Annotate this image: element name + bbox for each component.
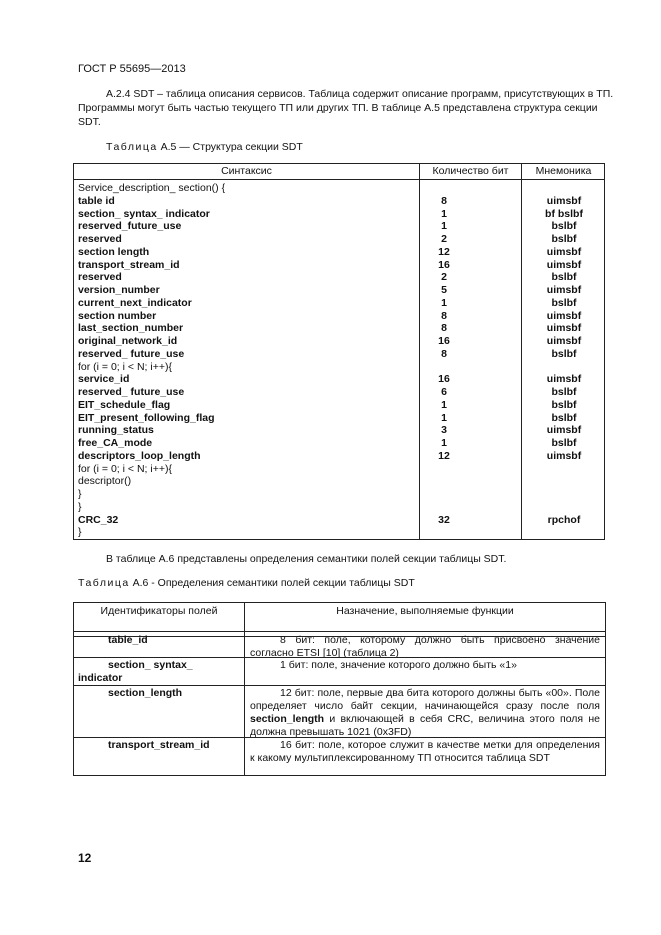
table-a5-header-bits: Количество бит xyxy=(432,165,509,177)
syntax-cell: version_number xyxy=(78,284,160,296)
table-a6-caption-text: А.6 - Определения семантики полей секции таблицы SDT xyxy=(129,577,415,589)
syntax-cell: reserved_ future_use xyxy=(78,386,185,398)
table-a5-caption-prefix: Таблица xyxy=(106,141,158,153)
bits-cell: 16 xyxy=(438,335,450,347)
syntax-cell: descriptor() xyxy=(78,475,132,488)
table-a5 xyxy=(73,163,605,540)
table-row xyxy=(78,501,602,514)
mnemonic-cell: uimsbf xyxy=(546,284,582,296)
bits-cell: 1 xyxy=(441,220,447,233)
table-row xyxy=(78,475,602,488)
syntax-cell: descriptors_loop_length xyxy=(78,449,201,462)
bits-cell: 5 xyxy=(441,284,447,296)
syntax-cell: for (i = 0; i < N; i++){ xyxy=(78,462,172,475)
table-row xyxy=(78,284,602,297)
mnemonic-cell: bslbf xyxy=(551,398,577,411)
bits-cell: 8 xyxy=(441,309,447,322)
mnemonic-cell: uimsbf xyxy=(546,373,582,386)
syntax-cell: free_CA_mode xyxy=(78,437,153,449)
table-row xyxy=(78,208,602,221)
table-a6 xyxy=(73,602,606,776)
syntax-cell: transport_stream_id xyxy=(78,258,180,271)
mnemonic-cell: uimsbf xyxy=(546,335,582,347)
table-row xyxy=(78,437,602,450)
bits-cell: 2 xyxy=(441,233,447,245)
bits-cell: 8 xyxy=(441,322,447,335)
mnemonic-cell: bslbf xyxy=(551,271,577,284)
bits-cell: 1 xyxy=(441,437,447,449)
table-row xyxy=(78,182,602,195)
table-a5-header-rule xyxy=(74,179,604,180)
bits-cell: 32 xyxy=(438,513,450,526)
table-row xyxy=(78,195,602,208)
table-row xyxy=(78,348,602,361)
table-row xyxy=(78,322,602,335)
table-row xyxy=(78,488,602,501)
table-a6-header-rule xyxy=(74,631,605,632)
mnemonic-cell: bslbf xyxy=(551,437,577,449)
mnemonic-cell: uimsbf xyxy=(546,424,582,437)
description-text: 12 бит: поле, первые два бита которого должны быть «00». Поле определяет число байт секции, начинающейся сразу после поля xyxy=(250,687,600,712)
table-row xyxy=(78,233,602,246)
syntax-cell: original_network_id xyxy=(78,335,178,347)
syntax-cell: section length xyxy=(78,245,150,258)
page-number: 12 xyxy=(78,851,92,865)
bits-cell: 6 xyxy=(441,386,447,398)
syntax-cell: reserved xyxy=(78,271,122,284)
syntax-cell: table id xyxy=(78,194,115,207)
description-text: 1 бит: поле, значение которого должно быть «1» xyxy=(280,659,517,671)
description-text: 8 бит: поле, которому должно быть присвоено значение согласно ETSI [10] (таблица 2) xyxy=(250,634,600,659)
bits-cell: 16 xyxy=(438,258,450,271)
bits-cell: 12 xyxy=(438,449,450,462)
bits-cell: 8 xyxy=(441,194,447,207)
bits-cell: 3 xyxy=(441,424,447,437)
syntax-cell: reserved_future_use xyxy=(78,220,182,233)
mnemonic-cell: bslbf xyxy=(551,233,577,245)
table-a6-divider xyxy=(244,603,245,775)
between-paragraph: В таблице А.6 представлены определения семантики полей секции таблицы SDT. xyxy=(106,553,507,565)
syntax-cell: } xyxy=(78,500,82,513)
table-row xyxy=(78,412,602,425)
table-row-id: section_ syntax_ xyxy=(108,659,193,671)
intro-paragraph: А.2.4 SDT – таблица описания сервисов. Таблица содержит описание программ, присутствующих в ТП. Программы могут быть частью текущего ТП или других ТП. В таблице А.5 представлена структура секции SDT. xyxy=(78,88,614,128)
syntax-cell: reserved_ future_use xyxy=(78,347,185,360)
syntax-cell: reserved xyxy=(78,233,122,245)
bits-cell: 1 xyxy=(441,296,447,309)
table-a6-caption xyxy=(78,577,415,589)
mnemonic-cell: bf bslbf xyxy=(545,207,583,220)
description-text: и включающей в себя CRC, величина этого поля не должна превышать 1021 (0x3FD) xyxy=(250,713,600,738)
syntax-cell: Service_description_ section() { xyxy=(78,182,226,194)
syntax-cell: service_id xyxy=(78,373,130,386)
mnemonic-cell: uimsbf xyxy=(546,258,582,271)
table-row-id: section_length xyxy=(108,687,183,699)
mnemonic-cell: rpchof xyxy=(547,513,581,526)
bits-cell: 8 xyxy=(441,347,447,360)
table-row-id-continued: indicator xyxy=(78,672,123,684)
mnemonic-cell: bslbf xyxy=(551,296,577,309)
table-row xyxy=(78,526,602,539)
mnemonic-cell: bslbf xyxy=(551,386,577,398)
mnemonic-cell: uimsbf xyxy=(546,322,582,335)
table-row xyxy=(78,335,602,348)
table-row-description xyxy=(250,659,600,672)
mnemonic-cell: bslbf xyxy=(551,347,577,360)
syntax-cell: } xyxy=(78,488,82,500)
mnemonic-cell: bslbf xyxy=(551,411,577,424)
syntax-cell: running_status xyxy=(78,424,154,437)
table-a5-header-mnemonic: Мнемоника xyxy=(535,165,592,177)
table-row-id: table_id xyxy=(108,634,148,646)
table-row xyxy=(78,297,602,310)
table-row xyxy=(78,246,602,259)
table-row xyxy=(78,514,602,527)
description-text: 16 бит: поле, которое служит в качестве метки для определения к какому мультиплексированному ТП относится таблица SDT xyxy=(250,739,600,764)
mnemonic-cell: uimsbf xyxy=(546,194,582,207)
bits-cell: 1 xyxy=(441,398,447,411)
table-row xyxy=(78,424,602,437)
table-row-rule xyxy=(74,657,605,658)
table-row xyxy=(78,310,602,323)
table-row-id: transport_stream_id xyxy=(108,739,210,751)
table-row xyxy=(78,450,602,463)
bits-cell: 12 xyxy=(438,245,450,258)
syntax-cell: section number xyxy=(78,309,157,322)
mnemonic-cell: bslbf xyxy=(551,220,577,233)
bits-cell: 16 xyxy=(438,373,450,386)
table-row-rule xyxy=(74,685,605,686)
table-row xyxy=(78,399,602,412)
table-row xyxy=(78,373,602,386)
table-row xyxy=(78,220,602,233)
table-row xyxy=(78,361,602,374)
table-a6-header-id: Идентификаторы полей xyxy=(100,605,218,617)
syntax-cell: } xyxy=(78,526,82,539)
syntax-cell: EIT_present_following_flag xyxy=(78,411,215,424)
table-a6-caption-prefix: Таблица xyxy=(78,577,130,589)
table-row xyxy=(78,386,602,399)
table-a5-header-syntax: Синтаксис xyxy=(221,165,272,177)
bits-cell: 1 xyxy=(441,411,447,424)
syntax-cell: for (i = 0; i < N; i++){ xyxy=(78,360,172,373)
table-a5-body xyxy=(78,182,602,539)
description-emphasis: section_length xyxy=(250,713,325,725)
bits-cell: 1 xyxy=(441,207,447,220)
syntax-cell: EIT_schedule_flag xyxy=(78,398,171,411)
document-header: ГОСТ Р 55695—2013 xyxy=(78,63,186,75)
table-row-description xyxy=(250,687,600,739)
table-row xyxy=(78,259,602,272)
mnemonic-cell: uimsbf xyxy=(546,309,582,322)
table-row-rule xyxy=(74,737,605,738)
mnemonic-cell: uimsbf xyxy=(546,449,582,462)
table-row-description xyxy=(250,739,600,765)
syntax-cell: current_next_indicator xyxy=(78,296,192,309)
syntax-cell: last_section_number xyxy=(78,322,184,335)
table-row xyxy=(78,271,602,284)
table-row xyxy=(78,463,602,476)
mnemonic-cell: uimsbf xyxy=(546,245,582,258)
bits-cell: 2 xyxy=(441,271,447,284)
table-a5-caption xyxy=(106,141,303,153)
syntax-cell: section_ syntax_ indicator xyxy=(78,207,210,220)
table-a6-header-purpose: Назначение, выполняемые функции xyxy=(336,605,514,617)
table-a5-caption-text: А.5 — Структура секции SDT xyxy=(157,141,303,153)
syntax-cell: CRC_32 xyxy=(78,513,119,526)
